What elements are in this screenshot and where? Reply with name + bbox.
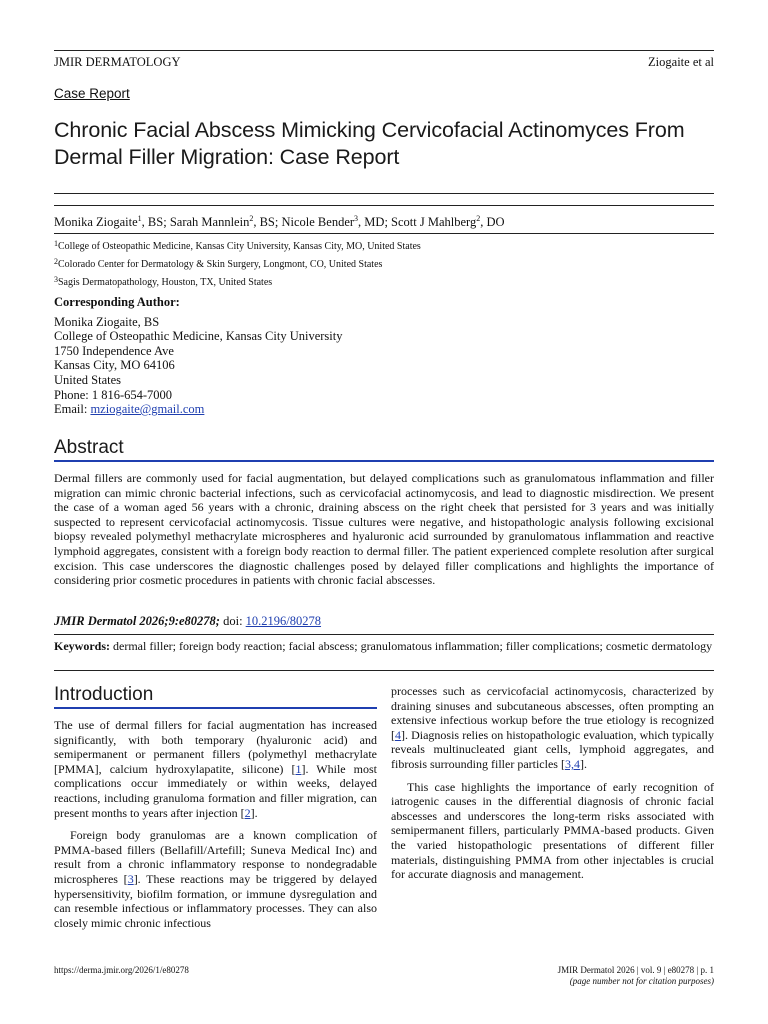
footer-url: https://derma.jmir.org/2026/1/e80278 [54,965,189,975]
email-link[interactable]: mziogaite@gmail.com [90,402,205,417]
doi-link[interactable]: 10.2196/80278 [245,614,322,628]
citation-link[interactable]: 4 [395,727,401,742]
footer-reference: JMIR Dermatol 2026 | vol. 9 | e80278 | p. 1 [557,965,714,975]
corresponding-email-line: Email: mziogaite@gmail.com [54,402,205,417]
title-rule-1 [54,193,714,194]
affiliation-1: $^1$College of Osteopathic Medicine, Kansas City University, Kansas City, MO, United States [54,239,421,252]
keywords-top-rule [54,634,714,635]
corresponding-line: Phone: 1 816-654-7000 [54,387,173,402]
corresponding-line: United States [54,372,122,387]
article-type: Case Report [54,86,130,101]
citation-link[interactable]: 3 [127,871,134,886]
journal-reference: JMIR Dermatol 2026;9:e80278; [54,614,220,628]
author-1: Monika Ziogaite$^1$, BS; [54,214,170,230]
corresponding-line: Kansas City, MO 64106 [54,358,175,373]
citation-link[interactable]: 3,4 [564,756,580,771]
corresponding-line: Monika Ziogaite, BS [54,314,160,329]
author-list [54,214,505,230]
introduction-column-right [391,684,714,882]
introduction-rule [54,707,377,709]
keywords-bottom-rule [54,670,714,671]
abstract-heading: Abstract [54,437,124,458]
authors-short: Ziogaite et al [648,55,714,69]
corresponding-author [54,295,342,417]
citation-line: JMIR Dermatol 2026;9:e80278; doi: 10.2196/80278 [54,614,322,628]
affiliations [54,236,421,290]
intro-paragraph-4: This case highlights the importance of early recognition of iatrogenic causes in the differential diagnosis of chronic facial abscesses and underscores the long-term risks associated with semipermanent fillers, particularly PMMA-based products. Given the varied histopathologic presentations of different filler materials, distinguishing PMMA from other injectables is crucial for accurate diagnosis and management. [391,779,714,882]
authors-rule [54,233,714,234]
footer-note: (page number not for citation purposes) [569,976,714,986]
intro-paragraph-1: The use of dermal fillers for facial augmentation has increased significantly, with both temporary (hyaluronic acid) and semipermanent or permanent fillers (polymethyl methacrylate [PMMA], calcium hydroxylapatite, silicone) [1]. While most complications occur immediately or within weeks, delayed reactions, including granuloma formation and filler migration, can present months to years after injection [2]. [54,718,377,820]
citation-link[interactable]: 2 [244,805,251,820]
intro-paragraph-3: processes such as cervicofacial actinomycosis, characterized by draining sinuses and subcutaneous abscesses, often prompting an extensive infectious workup before the true etiology is recognized [4]. Diagnosis relies on histopathologic evaluation, which typically reveals multinucleated giant cells, lymphoid aggregates, and fibrosis surrounding filler particles [3,4]. [391,684,714,771]
author-2: Sarah Mannlein$^2$, BS; [169,214,282,230]
abstract-rule [54,460,714,462]
citation-link[interactable]: 1 [295,761,302,776]
affiliation-3: $^3$Sagis Dermatopathology, Houston, TX, United States [54,275,273,288]
intro-paragraph-2: Foreign body granulomas are a known complication of PMMA-based fillers (Bellafill/Artefill; Suneva Medical Inc) and result from a chronic inflammatory response to nondegradable microspheres [3]. These reactions may be triggered by delayed hypersensitivity, biofilm formation, or immune dysregulation and can resemble infectious or inflammatory processes. They can also closely mimic chronic infectious [54,828,377,930]
title-rule-2 [54,205,714,206]
journal-name: JMIR DERMATOLOGY [54,55,181,69]
header-top-rule [54,50,714,51]
keywords: Keywords: dermal filler; foreign body reaction; facial abscess; granulomatous inflammation; filler complications; cosmetic dermatology [54,639,713,653]
article-title: Chronic Facial Abscess Mimicking Cervicofacial Actinomyces From Dermal Filler Migration: Case Report [54,118,685,169]
introduction-heading: Introduction [54,684,154,705]
corresponding-line: 1750 Independence Ave [54,343,174,358]
corresponding-heading: Corresponding Author: [54,295,180,309]
corresponding-line: College of Osteopathic Medicine, Kansas City University [54,329,343,344]
introduction-column-left [54,718,377,930]
author-3: Nicole Bender$^3$, MD; [281,214,392,230]
author-4: Scott J Mahlberg$^2$, DO [391,214,505,230]
abstract-text: Dermal fillers are commonly used for facial augmentation, but delayed complications such as granulomatous inflammation and filler migration can mimic chronic bacterial infections, such as cervicofacial actinomycosis, and lead to diagnostic misdirection. We present the case of a woman aged 56 years with a chronic, draining abscess on the right cheek that persisted for 3 years and was initially suspected to represent cervicofacial actinomycosis. Tissue cultures were negative, and histopathologic analysis following excisional biopsy revealed polymethyl methacrylate microspheres and hyaluronic acid surrounded by granulomatous inflammation and reactive lymphoid aggregates, consistent with a foreign body reaction to dermal filler. The patient experienced complete resolution after surgical excision. This case underscores the diagnostic challenges posed by delayed filler complications and highlights the importance of considering prior cosmetic procedures in patients with chronic facial abscesses. [54,471,714,588]
affiliation-2: $^2$Colorado Center for Dermatology & Skin Surgery, Longmont, CO, United States [54,257,383,270]
